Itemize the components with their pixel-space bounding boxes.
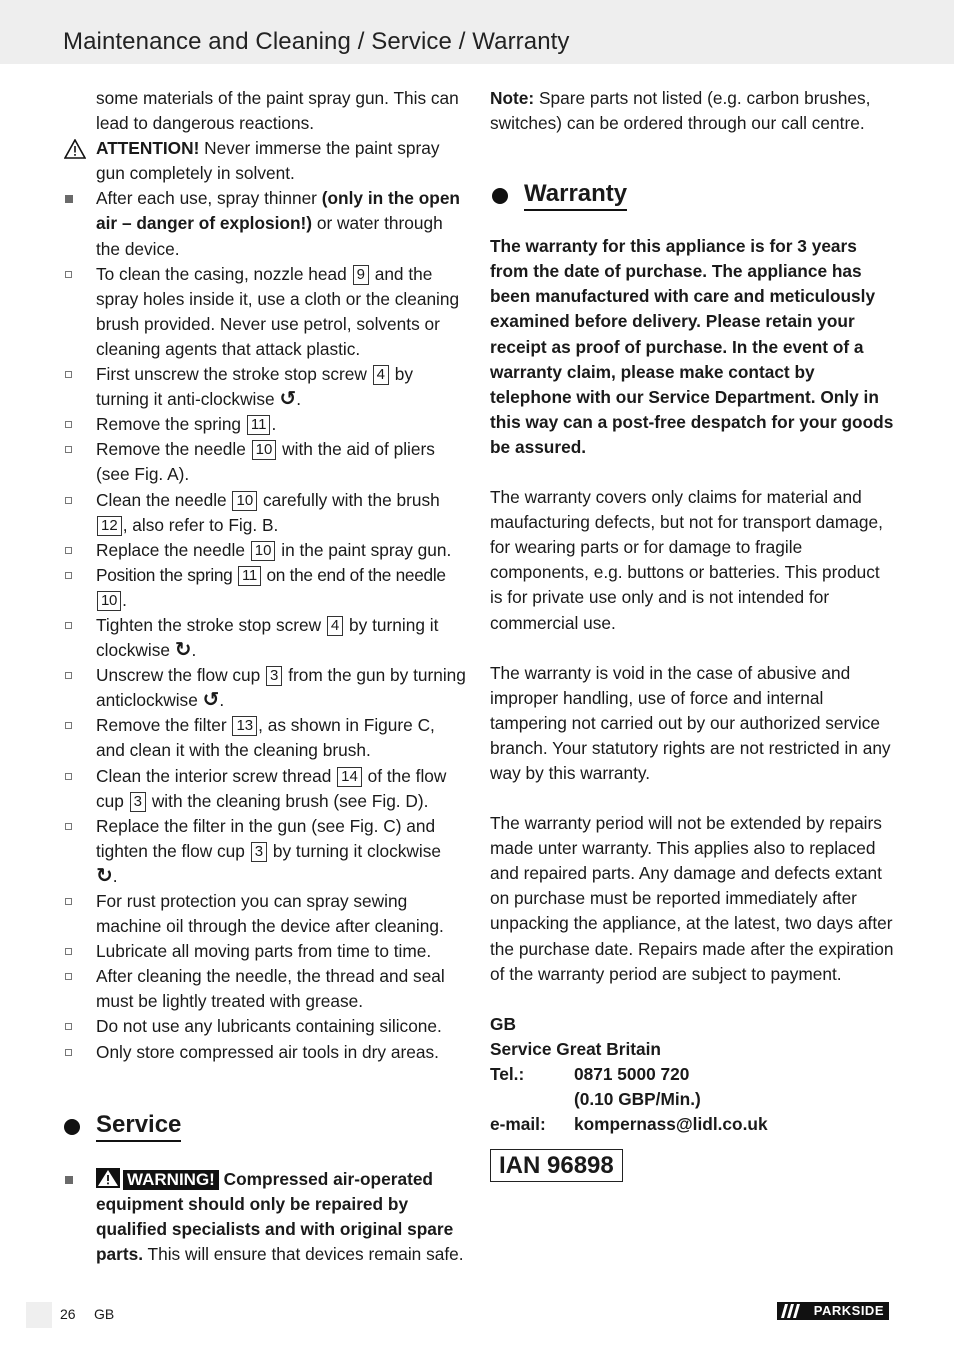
intro-text: some materials of the paint spray gun. This can lead to dangerous reactions. — [96, 88, 459, 134]
item-text: with the cleaning brush (see Fig. D). — [147, 790, 429, 811]
bullet-icon — [65, 497, 72, 504]
bullet-icon — [65, 446, 72, 453]
left-column — [62, 86, 467, 1267]
part-number: 3 — [130, 792, 146, 812]
anticlockwise-icon: ↺ — [279, 388, 297, 411]
bullet-icon — [65, 948, 72, 955]
page-header — [0, 0, 954, 64]
item-text: with the aid of pliers (see Fig. A). — [96, 439, 435, 485]
part-number: 10 — [252, 440, 277, 460]
item-text: Position the spring — [96, 564, 237, 585]
part-number: 12 — [97, 516, 122, 536]
warning-triangle-icon — [96, 1168, 120, 1188]
item-text: After cleaning the needle, the thread and seal must be lightly treated with grease. — [96, 966, 445, 1012]
list-item-thread — [62, 764, 467, 814]
item-text: To clean the casing, nozzle head — [96, 263, 352, 284]
list-item-needle — [62, 437, 467, 487]
bullet-icon — [65, 195, 73, 203]
bullet-icon — [65, 622, 72, 629]
period: . — [271, 414, 277, 435]
part-number: 14 — [337, 767, 362, 787]
item-text: Remove the spring — [96, 414, 246, 435]
contact-country: GB — [490, 1013, 516, 1034]
contact-service-name: Service Great Britain — [490, 1038, 661, 1059]
brand-name: PARKSIDE — [813, 1303, 884, 1318]
bullet-icon — [65, 271, 72, 278]
service-warning — [62, 1167, 467, 1267]
parkside-logo — [777, 1302, 889, 1320]
warning-bold-text: Compressed air-operated equipment should only be repaired by qualified specialists and with original spare parts. — [96, 1168, 454, 1264]
item-text: Only store compressed air tools in dry areas. — [96, 1041, 439, 1062]
warranty-period: The warranty period will not be extended by repairs made unter warranty. This applies also to replaced and repaired parts. Any damage and defects extant on purchase must be reported immediately after unpacking the appliance, at the latest, two days after the purchase date. Repairs made after the expiration of the warranty period are subject to payment. — [490, 813, 894, 984]
clockwise-icon: ↻ — [96, 864, 113, 887]
note-label: Note: — [490, 88, 535, 108]
part-number: 10 — [97, 591, 121, 611]
warning-text: This will ensure that devices remain safe. — [143, 1243, 464, 1264]
attention-label: ATTENTION! — [96, 138, 200, 159]
item-text: by turning it clockwise — [96, 614, 439, 661]
service-heading — [62, 1111, 467, 1145]
period: . — [296, 389, 302, 410]
bullet-icon — [65, 823, 72, 830]
item-text: , as shown in Figure C, and clean it with the cleaning brush. — [96, 715, 435, 761]
list-item-replace-needle — [62, 538, 467, 563]
bullet-icon — [65, 421, 72, 428]
bullet-icon — [65, 672, 72, 679]
contact-email-row — [490, 1112, 895, 1137]
item-text: Tighten the stroke stop screw — [96, 614, 326, 635]
bullet-icon — [65, 722, 72, 729]
email-value: kompernass@lidl.co.uk — [574, 1114, 768, 1135]
warranty-heading — [490, 180, 895, 214]
item-text: For rust protection you can spray sewing machine oil through the device after cleaning. — [96, 891, 444, 937]
footer-language: GB — [94, 1306, 115, 1322]
bullet-icon — [65, 1023, 72, 1030]
item-text: Remove the needle — [96, 439, 251, 460]
list-item-store — [62, 1040, 467, 1065]
item-text: First unscrew the stroke stop screw — [96, 364, 372, 385]
warning-label: WARNING! — [123, 1170, 219, 1190]
item-text: by turning it anti-clockwise — [96, 364, 414, 410]
list-item-thinner — [62, 186, 467, 261]
part-number: 11 — [238, 566, 261, 586]
email-label: e-mail: — [490, 1114, 546, 1135]
list-item-rust — [62, 889, 467, 939]
spacer — [490, 1087, 574, 1112]
item-text: Unscrew the flow cup — [96, 665, 266, 686]
list-item-position-spring — [62, 563, 467, 613]
page-title: Maintenance and Cleaning / Service / Warranty — [63, 28, 570, 55]
section-title-service: Service — [96, 1111, 181, 1142]
contact-rate-row — [490, 1087, 895, 1112]
bullet-icon — [65, 1049, 72, 1056]
part-number: 3 — [251, 842, 267, 862]
part-number: 4 — [327, 616, 343, 636]
item-text: in the paint spray gun. — [276, 539, 452, 560]
list-item-spring — [62, 412, 467, 437]
item-text: by turning it clockwise — [268, 840, 441, 861]
item-text: and the spray holes inside it, use a cloth or the cleaning brush provided. Never use petrol, solvents or cleaning agents that attack plastic. — [96, 263, 460, 359]
list-item-silicone — [62, 1014, 467, 1039]
list-item-filter — [62, 713, 467, 763]
bullet-icon — [65, 898, 72, 905]
part-number: 11 — [247, 415, 271, 435]
item-text: of the flow cup — [96, 765, 447, 811]
list-item-replace-filter — [62, 814, 467, 889]
contact-tel-row — [490, 1062, 895, 1087]
warranty-void: The warranty is void in the case of abusive and improper handling, use of force and internal tampering not carried out by our authorized service branch. Your statutory rights are not restricted in any way by this warranty. — [490, 662, 891, 783]
period: . — [112, 865, 118, 886]
tel-value: 0871 5000 720 — [574, 1063, 690, 1084]
ian-number: IAN 96898 — [490, 1149, 623, 1182]
warranty-coverage: The warranty covers only claims for material and maufacturing defects, but not for transport damage, for wearing parts or for damage to fragile components, e.g. buttons or batteries. This product is for private use only and is not intended for commercial use. — [490, 487, 883, 633]
bullet-icon — [65, 773, 72, 780]
list-item-tighten — [62, 613, 467, 663]
item-text: Remove the filter — [96, 715, 232, 736]
footer-page-box — [26, 1302, 52, 1328]
part-number: 4 — [373, 365, 389, 385]
item-text: from the gun by turning anticlockwise — [96, 665, 466, 711]
period: . — [191, 640, 197, 661]
bullet-icon — [65, 547, 72, 554]
section-bullet-icon — [64, 1119, 80, 1135]
part-number: 13 — [232, 716, 257, 736]
item-text: Clean the needle — [96, 489, 232, 510]
bullet-icon — [65, 973, 72, 980]
item-text: Do not use any lubricants containing silicone. — [96, 1016, 442, 1037]
list-item-grease — [62, 964, 467, 1014]
part-number: 3 — [266, 666, 282, 686]
list-item-unscrew — [62, 362, 467, 412]
item-text: Clean the interior screw thread — [96, 765, 337, 786]
warning-triangle-icon — [64, 139, 86, 159]
list-item-clean-needle — [62, 488, 467, 538]
thinner-text-end: or water through the device. — [96, 213, 443, 259]
item-text: Replace the filter in the gun (see Fig. C) and tighten the flow cup — [96, 815, 436, 861]
period: . — [122, 589, 127, 610]
note-text: Spare parts not listed (e.g. carbon brushes, switches) can be ordered through our call centre. — [490, 88, 871, 134]
part-number: 9 — [353, 265, 369, 285]
part-number: 10 — [251, 541, 276, 561]
bullet-icon — [65, 1176, 73, 1184]
item-text: carefully with the brush — [258, 489, 440, 510]
bullet-icon — [65, 371, 72, 378]
part-number: 10 — [232, 491, 257, 511]
section-bullet-icon — [492, 188, 508, 204]
item-text: Replace the needle — [96, 539, 250, 560]
service-contact — [490, 1012, 895, 1137]
attention-text: Never immerse the paint spray gun completely in solvent. — [96, 138, 440, 184]
warranty-summary: The warranty for this appliance is for 3 years from the date of purchase. The appliance has been manufactured with care and meticulously examined before delivery. Please retain your receipt as proof of purchase. In the event of a warranty claim, please make contact by telephone with our Service Department. Only in this way can a post-free despatch for your goods be assured. — [490, 236, 894, 457]
tel-rate: (0.10 GBP/Min.) — [574, 1089, 701, 1109]
list-item-flow-cup — [62, 663, 467, 713]
right-column — [490, 86, 895, 1182]
item-text: Lubricate all moving parts from time to time. — [96, 941, 432, 962]
thinner-text: After each use, spray thinner — [96, 188, 322, 209]
attention-note — [62, 136, 467, 186]
logo-stripes-icon — [781, 1304, 801, 1318]
page-number: 26 — [60, 1306, 76, 1322]
tel-label: Tel.: — [490, 1063, 525, 1084]
list-item-casing — [62, 262, 467, 362]
anticlockwise-icon: ↺ — [202, 689, 220, 712]
section-title-warranty: Warranty — [524, 180, 627, 211]
clockwise-icon: ↻ — [174, 639, 192, 662]
bullet-icon — [65, 572, 72, 579]
note — [490, 86, 895, 136]
item-text: on the end of the needle — [261, 564, 446, 585]
period: . — [219, 690, 225, 711]
list-item-lubricate — [62, 939, 467, 964]
item-text: , also refer to Fig. B. — [122, 514, 279, 535]
thinner-warning: (only in the open air – danger of explosion!) — [96, 188, 460, 234]
